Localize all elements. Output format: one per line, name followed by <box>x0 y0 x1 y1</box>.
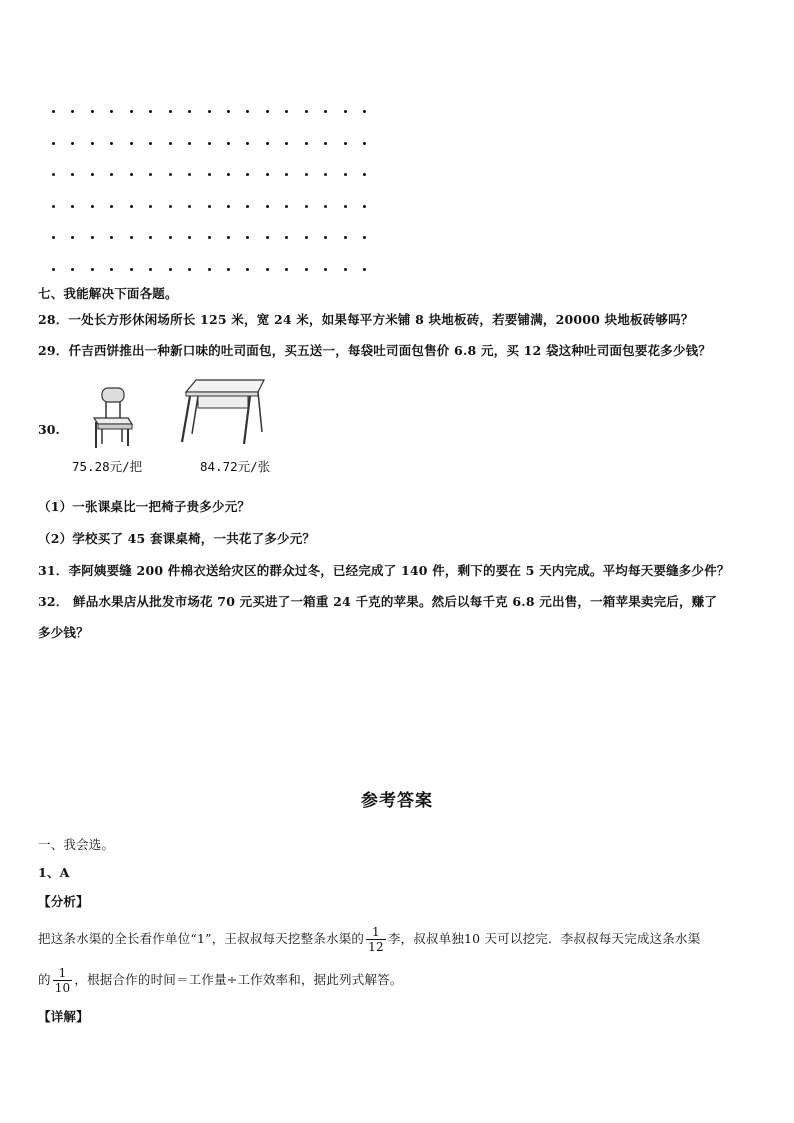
grid-dot <box>246 205 249 208</box>
fraction-numerator: 1 <box>372 924 380 939</box>
dot-row <box>52 128 366 160</box>
grid-dot <box>285 142 288 145</box>
grid-dot <box>110 268 113 271</box>
grid-dot <box>130 110 133 113</box>
grid-dot <box>149 205 152 208</box>
grid-dot <box>227 110 230 113</box>
grid-dot <box>344 110 347 113</box>
grid-dot <box>246 236 249 239</box>
detail-label: 【详解】 <box>38 1009 89 1024</box>
question-32-line2: 多少钱？ <box>38 625 89 640</box>
grid-dot <box>169 110 172 113</box>
grid-dot <box>52 173 55 176</box>
grid-dot <box>208 110 211 113</box>
dot-row <box>52 96 366 128</box>
grid-dot <box>285 268 288 271</box>
grid-dot <box>169 268 172 271</box>
grid-dot <box>188 173 191 176</box>
desk-icon <box>178 378 268 446</box>
grid-dot <box>324 110 327 113</box>
grid-dot <box>188 205 191 208</box>
grid-dot <box>110 110 113 113</box>
grid-dot <box>188 268 191 271</box>
analysis-text-1b: 李，叔叔单独10 天可以挖完．李叔叔每天完成这条水渠 <box>387 931 701 946</box>
grid-dot <box>91 110 94 113</box>
chair-icon <box>88 386 136 450</box>
grid-dot <box>130 142 133 145</box>
dot-row <box>52 159 366 191</box>
grid-dot <box>130 205 133 208</box>
grid-dot <box>285 205 288 208</box>
grid-dot <box>363 236 366 239</box>
section-7-heading: 七、我能解决下面各题。 <box>38 286 178 301</box>
grid-dot <box>363 268 366 271</box>
grid-dot <box>208 173 211 176</box>
question-31: 31．李阿姨要缝 200 件棉衣送给灾区的群众过冬，已经完成了 140 件，剩下的要在 5 天内完成。平均每天要缝多少件？ <box>38 563 730 578</box>
fraction-denominator: 12 <box>368 939 384 954</box>
grid-dot <box>149 236 152 239</box>
grid-dot <box>71 236 74 239</box>
grid-dot <box>149 268 152 271</box>
grid-dot <box>91 268 94 271</box>
grid-dot <box>71 110 74 113</box>
grid-dot <box>363 205 366 208</box>
grid-dot <box>266 268 269 271</box>
answers-title: 参考答案 <box>361 791 433 811</box>
grid-dot <box>52 236 55 239</box>
grid-dot <box>169 236 172 239</box>
grid-dot <box>149 110 152 113</box>
analysis-paragraph-1 <box>38 922 764 956</box>
grid-dot <box>208 205 211 208</box>
grid-dot <box>305 173 308 176</box>
grid-dot <box>324 142 327 145</box>
grid-dot <box>246 173 249 176</box>
grid-dot <box>130 236 133 239</box>
grid-dot <box>71 173 74 176</box>
grid-dot <box>344 142 347 145</box>
dot-row <box>52 222 366 254</box>
grid-dot <box>188 110 191 113</box>
grid-dot <box>285 110 288 113</box>
grid-dot <box>305 205 308 208</box>
grid-dot <box>246 268 249 271</box>
grid-dot <box>130 173 133 176</box>
question-30-sub2: （2）学校买了 45 套课桌椅，一共花了多少元？ <box>38 531 316 546</box>
answer-item-1: 1、A <box>38 865 70 880</box>
grid-dot <box>344 236 347 239</box>
grid-dot <box>266 110 269 113</box>
grid-dot <box>344 205 347 208</box>
grid-dot <box>266 205 269 208</box>
grid-dot <box>52 110 55 113</box>
grid-dot <box>363 142 366 145</box>
grid-dot <box>285 173 288 176</box>
dot-grid <box>52 96 372 266</box>
desk-price-label: 84.72元/张 <box>200 459 271 474</box>
analysis-label: 【分析】 <box>38 894 89 909</box>
grid-dot <box>227 173 230 176</box>
grid-dot <box>91 236 94 239</box>
fraction-numerator: 1 <box>58 965 67 980</box>
grid-dot <box>110 236 113 239</box>
grid-dot <box>52 268 55 271</box>
fraction-one-twelfth <box>366 925 386 954</box>
grid-dot <box>305 236 308 239</box>
grid-dot <box>266 236 269 239</box>
grid-dot <box>188 142 191 145</box>
answers-section-1: 一、我会选。 <box>38 837 115 852</box>
grid-dot <box>169 205 172 208</box>
grid-dot <box>285 236 288 239</box>
grid-dot <box>227 268 230 271</box>
grid-dot <box>130 268 133 271</box>
analysis-text-2a: 的 <box>38 972 51 987</box>
fraction-one-tenth <box>53 966 73 995</box>
grid-dot <box>169 142 172 145</box>
question-30-number: 30. <box>38 422 60 437</box>
grid-dot <box>110 173 113 176</box>
dot-row <box>52 191 366 223</box>
grid-dot <box>91 173 94 176</box>
grid-dot <box>344 173 347 176</box>
question-28: 28．一处长方形休闲场所长 125 米，宽 24 米，如果每平方米铺 8 块地板砖，若要铺满，20000 块地板砖够吗？ <box>38 312 694 327</box>
grid-dot <box>52 142 55 145</box>
fraction-denominator: 10 <box>54 980 71 995</box>
grid-dot <box>169 173 172 176</box>
grid-dot <box>246 110 249 113</box>
grid-dot <box>324 268 327 271</box>
grid-dot <box>266 173 269 176</box>
analysis-paragraph-2 <box>38 963 764 997</box>
grid-dot <box>149 142 152 145</box>
grid-dot <box>363 110 366 113</box>
chair-price-label: 75.28元/把 <box>72 459 143 474</box>
grid-dot <box>110 205 113 208</box>
grid-dot <box>305 268 308 271</box>
grid-dot <box>324 173 327 176</box>
question-30-sub1: （1）一张课桌比一把椅子贵多少元？ <box>38 499 251 514</box>
grid-dot <box>324 205 327 208</box>
grid-dot <box>208 236 211 239</box>
analysis-text-2b: ，根据合作的时间＝工作量÷工作效率和，据此列式解答。 <box>74 972 403 987</box>
analysis-text-1a: 把这条水渠的全长看作单位“1”，王叔叔每天挖整条水渠的 <box>38 931 365 946</box>
grid-dot <box>227 142 230 145</box>
grid-dot <box>91 205 94 208</box>
grid-dot <box>188 236 191 239</box>
grid-dot <box>324 236 327 239</box>
grid-dot <box>344 268 347 271</box>
question-32-line1: 32． 鲜品水果店从批发市场花 70 元买进了一箱重 24 千克的苹果。然后以每千克 6.8 元出售，一箱苹果卖完后，赚了 <box>38 594 718 609</box>
grid-dot <box>208 268 211 271</box>
grid-dot <box>52 205 55 208</box>
question-29: 29．仟吉西饼推出一种新口味的吐司面包，买五送一，每袋吐司面包售价 6.8 元，买 12 袋这种吐司面包要花多少钱？ <box>38 343 712 358</box>
grid-dot <box>305 142 308 145</box>
grid-dot <box>149 173 152 176</box>
grid-dot <box>363 173 366 176</box>
grid-dot <box>246 142 249 145</box>
grid-dot <box>227 236 230 239</box>
grid-dot <box>266 142 269 145</box>
grid-dot <box>227 205 230 208</box>
grid-dot <box>110 142 113 145</box>
grid-dot <box>305 110 308 113</box>
dot-row <box>52 254 366 286</box>
grid-dot <box>71 142 74 145</box>
grid-dot <box>208 142 211 145</box>
grid-dot <box>91 142 94 145</box>
grid-dot <box>71 205 74 208</box>
grid-dot <box>71 268 74 271</box>
